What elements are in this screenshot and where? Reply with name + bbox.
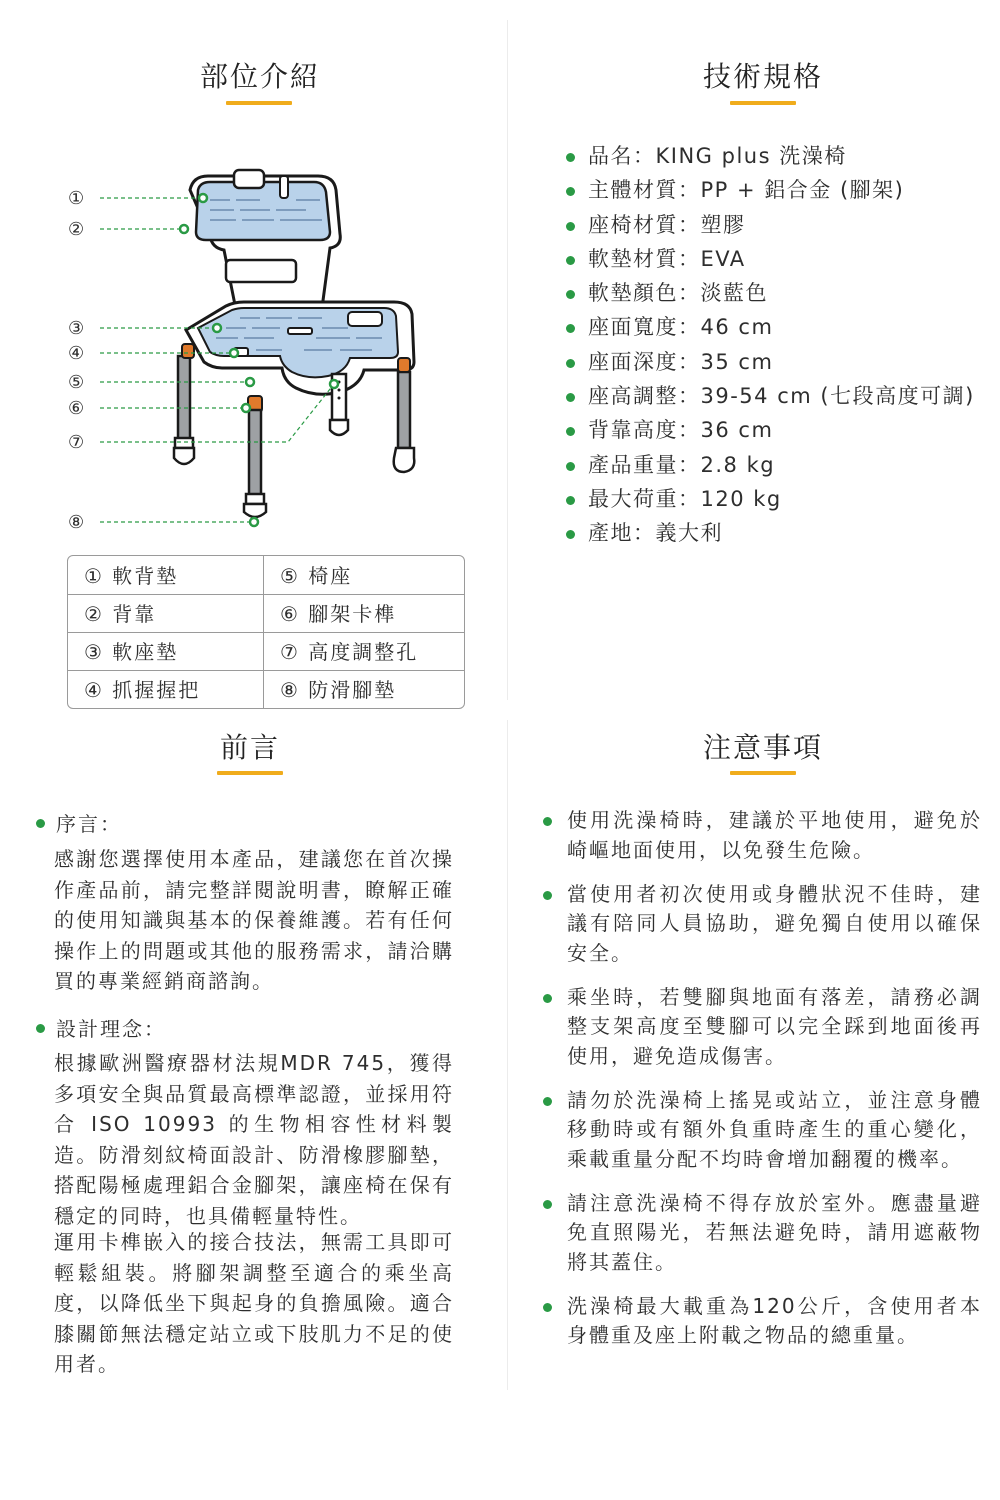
back-right-leg: [394, 372, 415, 472]
note-item: 乘坐時，若雙腳與地面有落差，請務必調整支架高度至雙腳可以完全踩到地面後再使用，避免造成傷害。: [540, 983, 982, 1072]
marker-2: ②: [68, 219, 85, 240]
parts-cell: ⑤ 椅座: [280, 564, 353, 588]
parts-cell: ④ 抓握握把: [84, 678, 201, 702]
parts-title-underline: [226, 101, 292, 105]
notes-list: [540, 806, 982, 1365]
marker-7: ⑦: [68, 432, 85, 453]
spec-list: [566, 140, 975, 552]
design-text-1: 根據歐洲醫療器材法規MDR 745，獲得多項安全與品質最高標準認證，並採用符合 ISO 10993 的生物相容性材料製造。防滑刻紋椅面設計、防滑橡膠腳墊，搭配陽極處理鋁合金腳架，讓座椅在保有穩定的同時，也具備輕量特性。: [54, 1051, 454, 1228]
column-divider-top: [507, 20, 508, 700]
parts-title: 部位介紹: [199, 60, 320, 93]
parts-cell: ⑧ 防滑腳墊: [280, 678, 397, 702]
parts-cell: ⑥ 腳架卡榫: [280, 602, 397, 626]
spec-item: 主體材質：PP + 鋁合金 (腳架): [566, 174, 975, 208]
backrest-handle: [234, 170, 264, 188]
note-item: 請注意洗澡椅不得存放於室外。應盡量避免直照陽光，若無法避免時，請用遮蔽物將其蓋住。: [540, 1189, 982, 1278]
parts-cell: ① 軟背墊: [84, 564, 179, 588]
chair-diagram: [60, 160, 440, 540]
spec-item: 座面寬度：46 cm: [566, 311, 975, 345]
specs-title: 技術規格: [702, 60, 823, 93]
note-item: 使用洗澡椅時，建議於平地使用，避免於崎嶇地面使用，以免發生危險。: [540, 806, 982, 865]
spec-item: 軟墊顏色：淡藍色: [566, 277, 975, 311]
spec-item: 背靠高度：36 cm: [566, 414, 975, 448]
marker-3: ③: [68, 318, 85, 339]
spec-item: 最大荷重：120 kg: [566, 483, 975, 517]
intro-text: 感謝您選擇使用本產品，建議您在首次操作產品前，請完整詳閱說明書，瞭解正確的使用知識與基本的保養維護。若有任何操作上的問題或其他的服務需求，請洽購買的專業經銷商諮詢。: [54, 847, 454, 993]
marker-6: ⑥: [68, 398, 85, 419]
specs-title-underline: [730, 101, 796, 105]
spec-item: 軟墊材質：EVA: [566, 243, 975, 277]
spec-item: 品名：KING plus 洗澡椅: [566, 140, 975, 174]
leg-lock-left: [182, 344, 194, 358]
spec-item: 座高調整：39-54 cm (七段高度可調): [566, 380, 975, 414]
notes-title: 注意事項: [702, 731, 823, 764]
marker-8: ⑧: [68, 512, 85, 533]
preface-title: 前言: [219, 731, 280, 764]
preface-title-underline: [217, 771, 283, 775]
spec-item: 座椅材質：塑膠: [566, 209, 975, 243]
parts-table: [67, 555, 465, 709]
parts-cell: ② 背靠: [84, 602, 157, 626]
intro-label: 序言：: [36, 808, 122, 837]
leg-lock-right: [398, 358, 410, 372]
spec-item: 產品重量：2.8 kg: [566, 449, 975, 483]
marker-1: ①: [68, 188, 85, 209]
note-item: 請勿於洗澡椅上搖晃或站立，並注意身體移動時或有額外負重時產生的重心變化，乘載重量分配不均時會增加翻覆的機率。: [540, 1086, 982, 1175]
design-label: 設計理念：: [36, 1013, 166, 1042]
parts-cell: ③ 軟座墊: [84, 640, 179, 664]
spec-item: 產地：義大利: [566, 517, 975, 551]
parts-cell: ⑦ 高度調整孔: [280, 640, 419, 664]
marker-5: ⑤: [68, 372, 85, 393]
note-item: 當使用者初次使用或身體狀況不佳時，建議有陪同人員協助，避免獨自使用以確保安全。: [540, 880, 982, 969]
marker-4: ④: [68, 343, 85, 364]
column-divider-bottom: [507, 720, 508, 1390]
number-markers: [68, 188, 84, 533]
design-text-2: 運用卡榫嵌入的接合技法，無需工具即可輕鬆組裝。將腳架調整至適合的乘坐高度，以降低坐下與起身的負擔風險。適合膝關節無法穩定站立或下肢肌力不足的使用者。: [54, 1230, 454, 1376]
spec-item: 座面深度：35 cm: [566, 346, 975, 380]
front-leg: [244, 410, 266, 517]
notes-title-underline: [730, 771, 796, 775]
back-left-leg: [174, 356, 194, 464]
note-item: 洗澡椅最大載重為120公斤，含使用者本身體重及座上附載之物品的總重量。: [540, 1292, 982, 1351]
